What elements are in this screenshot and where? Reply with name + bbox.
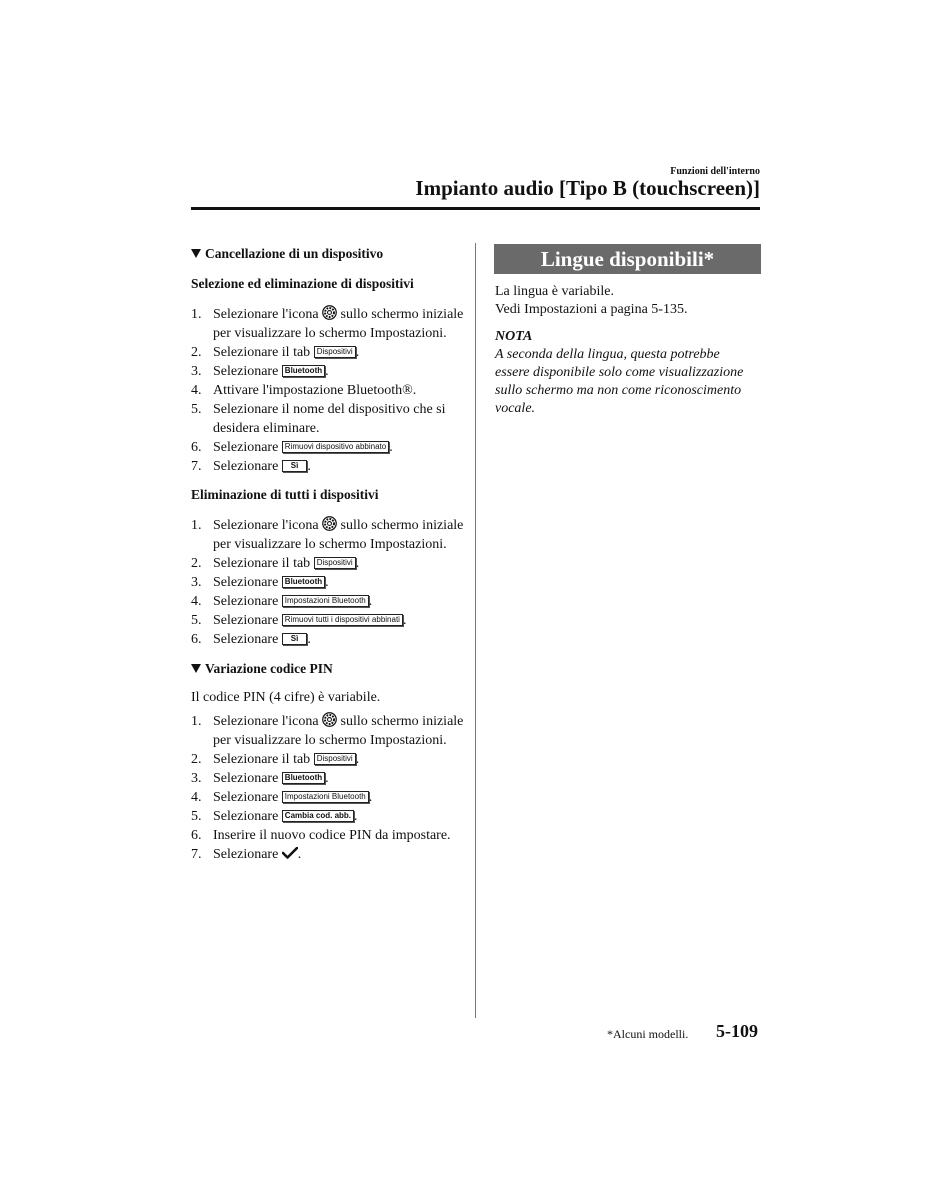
- period: .: [354, 809, 358, 824]
- step-text: Selezionare: [213, 632, 279, 647]
- step-number: 7.: [191, 459, 202, 474]
- section-label: Funzioni dell'interno: [670, 166, 760, 177]
- settings-gear-icon: [322, 712, 337, 727]
- step-text: Selezionare: [213, 364, 279, 379]
- settings-gear-icon: [322, 516, 337, 531]
- nota-text: A seconda della lingua, questa potrebbe essere disponibile solo come visualizzazione sullo schermo ma non come riconoscimento vocale.: [495, 347, 744, 416]
- list-item: [191, 807, 466, 826]
- period: .: [355, 556, 360, 571]
- languages-heading: Lingue disponibili*: [494, 244, 761, 274]
- page-title: Impianto audio [Tipo B (touchscreen)]: [415, 176, 760, 200]
- heading-text: Variazione codice PIN: [205, 661, 333, 676]
- step-text: Selezionare l'icona: [213, 307, 319, 322]
- list-item: [191, 516, 466, 554]
- step-number: 4.: [191, 594, 202, 609]
- list-item: [191, 343, 466, 362]
- step-number: 3.: [191, 575, 202, 590]
- period: .: [368, 790, 373, 805]
- step-text: Selezionare l'icona: [213, 518, 319, 533]
- list-item: [191, 400, 466, 438]
- dispositivi-button[interactable]: Dispositivi: [314, 753, 356, 765]
- step-text: Selezionare: [213, 459, 279, 474]
- list-item: [191, 750, 466, 769]
- list-item: [191, 611, 466, 630]
- step-number: 3.: [191, 771, 202, 786]
- list-item: [191, 554, 466, 573]
- section-heading-delete-device: [191, 244, 466, 263]
- triangle-bullet-icon: [191, 664, 201, 673]
- step-text: Selezionare: [213, 440, 279, 455]
- step-text: Selezionare il tab: [213, 345, 311, 360]
- step-text: sullo schermo iniziale per visualizzare lo schermo Impostazioni.: [213, 518, 464, 552]
- list-item: [191, 826, 466, 845]
- footnote: *Alcuni modelli.: [607, 1027, 689, 1041]
- step-text: Selezionare: [213, 594, 279, 609]
- period: .: [307, 632, 311, 647]
- section-heading-change-pin: [191, 659, 466, 678]
- checkmark-icon: [282, 847, 298, 859]
- period: .: [355, 345, 360, 360]
- step-text: Selezionare: [213, 847, 279, 862]
- step-text: sullo schermo iniziale per visualizzare lo schermo Impostazioni.: [213, 307, 464, 341]
- step-number: 6.: [191, 828, 202, 843]
- step-text: Selezionare: [213, 790, 279, 805]
- right-column: [495, 283, 755, 418]
- bluetooth-button[interactable]: Bluetooth: [282, 772, 325, 784]
- period: .: [325, 575, 329, 590]
- si-button[interactable]: Sì: [282, 633, 308, 645]
- bluetooth-button[interactable]: Bluetooth: [282, 365, 325, 377]
- list-item: [191, 845, 466, 864]
- step-text: Selezionare il tab: [213, 752, 311, 767]
- step-number: 2.: [191, 752, 202, 767]
- step-number: 2.: [191, 556, 202, 571]
- period: .: [307, 459, 311, 474]
- list-item: [191, 362, 466, 381]
- impostazioni-bluetooth-button[interactable]: Impostazioni Bluetooth: [282, 791, 369, 803]
- subheading-delete-all: Eliminazione di tutti i dispositivi: [191, 487, 379, 502]
- left-column: [191, 244, 466, 864]
- column-divider: [475, 243, 476, 1018]
- list-item: [191, 630, 466, 649]
- step-number: 5.: [191, 402, 202, 417]
- step-text: sullo schermo iniziale per visualizzare lo schermo Impostazioni.: [213, 714, 464, 748]
- step-text: Selezionare l'icona: [213, 714, 319, 729]
- steps-list-select-delete: [191, 305, 466, 476]
- subheading-select-delete: Selezione ed eliminazione di dispositivi: [191, 276, 414, 291]
- step-text: Inserire il nuovo codice PIN da impostare.: [213, 828, 451, 843]
- rimuovi-dispositivo-button[interactable]: Rimuovi dispositivo abbinato: [282, 441, 389, 453]
- page-number: 5-109: [716, 1021, 758, 1041]
- step-number: 4.: [191, 383, 202, 398]
- list-item: [191, 305, 466, 343]
- step-number: 1.: [191, 307, 202, 322]
- list-item: [191, 712, 466, 750]
- step-number: 6.: [191, 632, 202, 647]
- list-item: [191, 438, 466, 457]
- list-item: [191, 769, 466, 788]
- period: .: [355, 752, 360, 767]
- step-number: 2.: [191, 345, 202, 360]
- dispositivi-button[interactable]: Dispositivi: [314, 346, 356, 358]
- step-text: Selezionare: [213, 809, 279, 824]
- list-item: [191, 788, 466, 807]
- impostazioni-bluetooth-button[interactable]: Impostazioni Bluetooth: [282, 595, 369, 607]
- step-text: Selezionare: [213, 613, 279, 628]
- settings-gear-icon: [322, 305, 337, 320]
- heading-text: Cancellazione di un dispositivo: [205, 246, 384, 261]
- step-number: 5.: [191, 809, 202, 824]
- period: .: [325, 771, 329, 786]
- language-variable-text: La lingua è variabile.: [495, 284, 614, 299]
- step-text: Selezionare il tab: [213, 556, 311, 571]
- list-item: [191, 381, 466, 400]
- si-button[interactable]: Sì: [282, 460, 308, 472]
- steps-list-delete-all: [191, 516, 466, 649]
- list-item: [191, 457, 466, 476]
- step-text: Selezionare: [213, 771, 279, 786]
- step-number: 6.: [191, 440, 202, 455]
- steps-list-change-pin: [191, 712, 466, 864]
- list-item: [191, 573, 466, 592]
- nota-heading: NOTA: [495, 329, 533, 344]
- period: .: [368, 594, 373, 609]
- step-text: Selezionare: [213, 575, 279, 590]
- triangle-bullet-icon: [191, 249, 201, 258]
- pin-intro: Il codice PIN (4 cifre) è variabile.: [191, 690, 381, 705]
- bluetooth-button[interactable]: Bluetooth: [282, 576, 325, 588]
- rimuovi-tutti-button[interactable]: Rimuovi tutti i dispositivi abbinati: [282, 614, 403, 626]
- title-rule: [191, 207, 760, 210]
- period: .: [325, 364, 329, 379]
- step-number: 1.: [191, 518, 202, 533]
- step-text: Selezionare il nome del dispositivo che si desidera eliminare.: [213, 402, 446, 436]
- step-number: 3.: [191, 364, 202, 379]
- step-text: Attivare l'impostazione Bluetooth®.: [213, 383, 417, 398]
- dispositivi-button[interactable]: Dispositivi: [314, 557, 356, 569]
- step-number: 7.: [191, 847, 202, 862]
- step-number: 1.: [191, 714, 202, 729]
- cambia-codice-button[interactable]: Cambia cod. abb.: [282, 810, 354, 822]
- list-item: [191, 592, 466, 611]
- period: .: [389, 440, 393, 455]
- period: .: [402, 613, 407, 628]
- period: .: [297, 847, 302, 862]
- step-number: 5.: [191, 613, 202, 628]
- step-number: 4.: [191, 790, 202, 805]
- settings-reference-text: Vedi Impostazioni a pagina 5-135.: [495, 302, 688, 317]
